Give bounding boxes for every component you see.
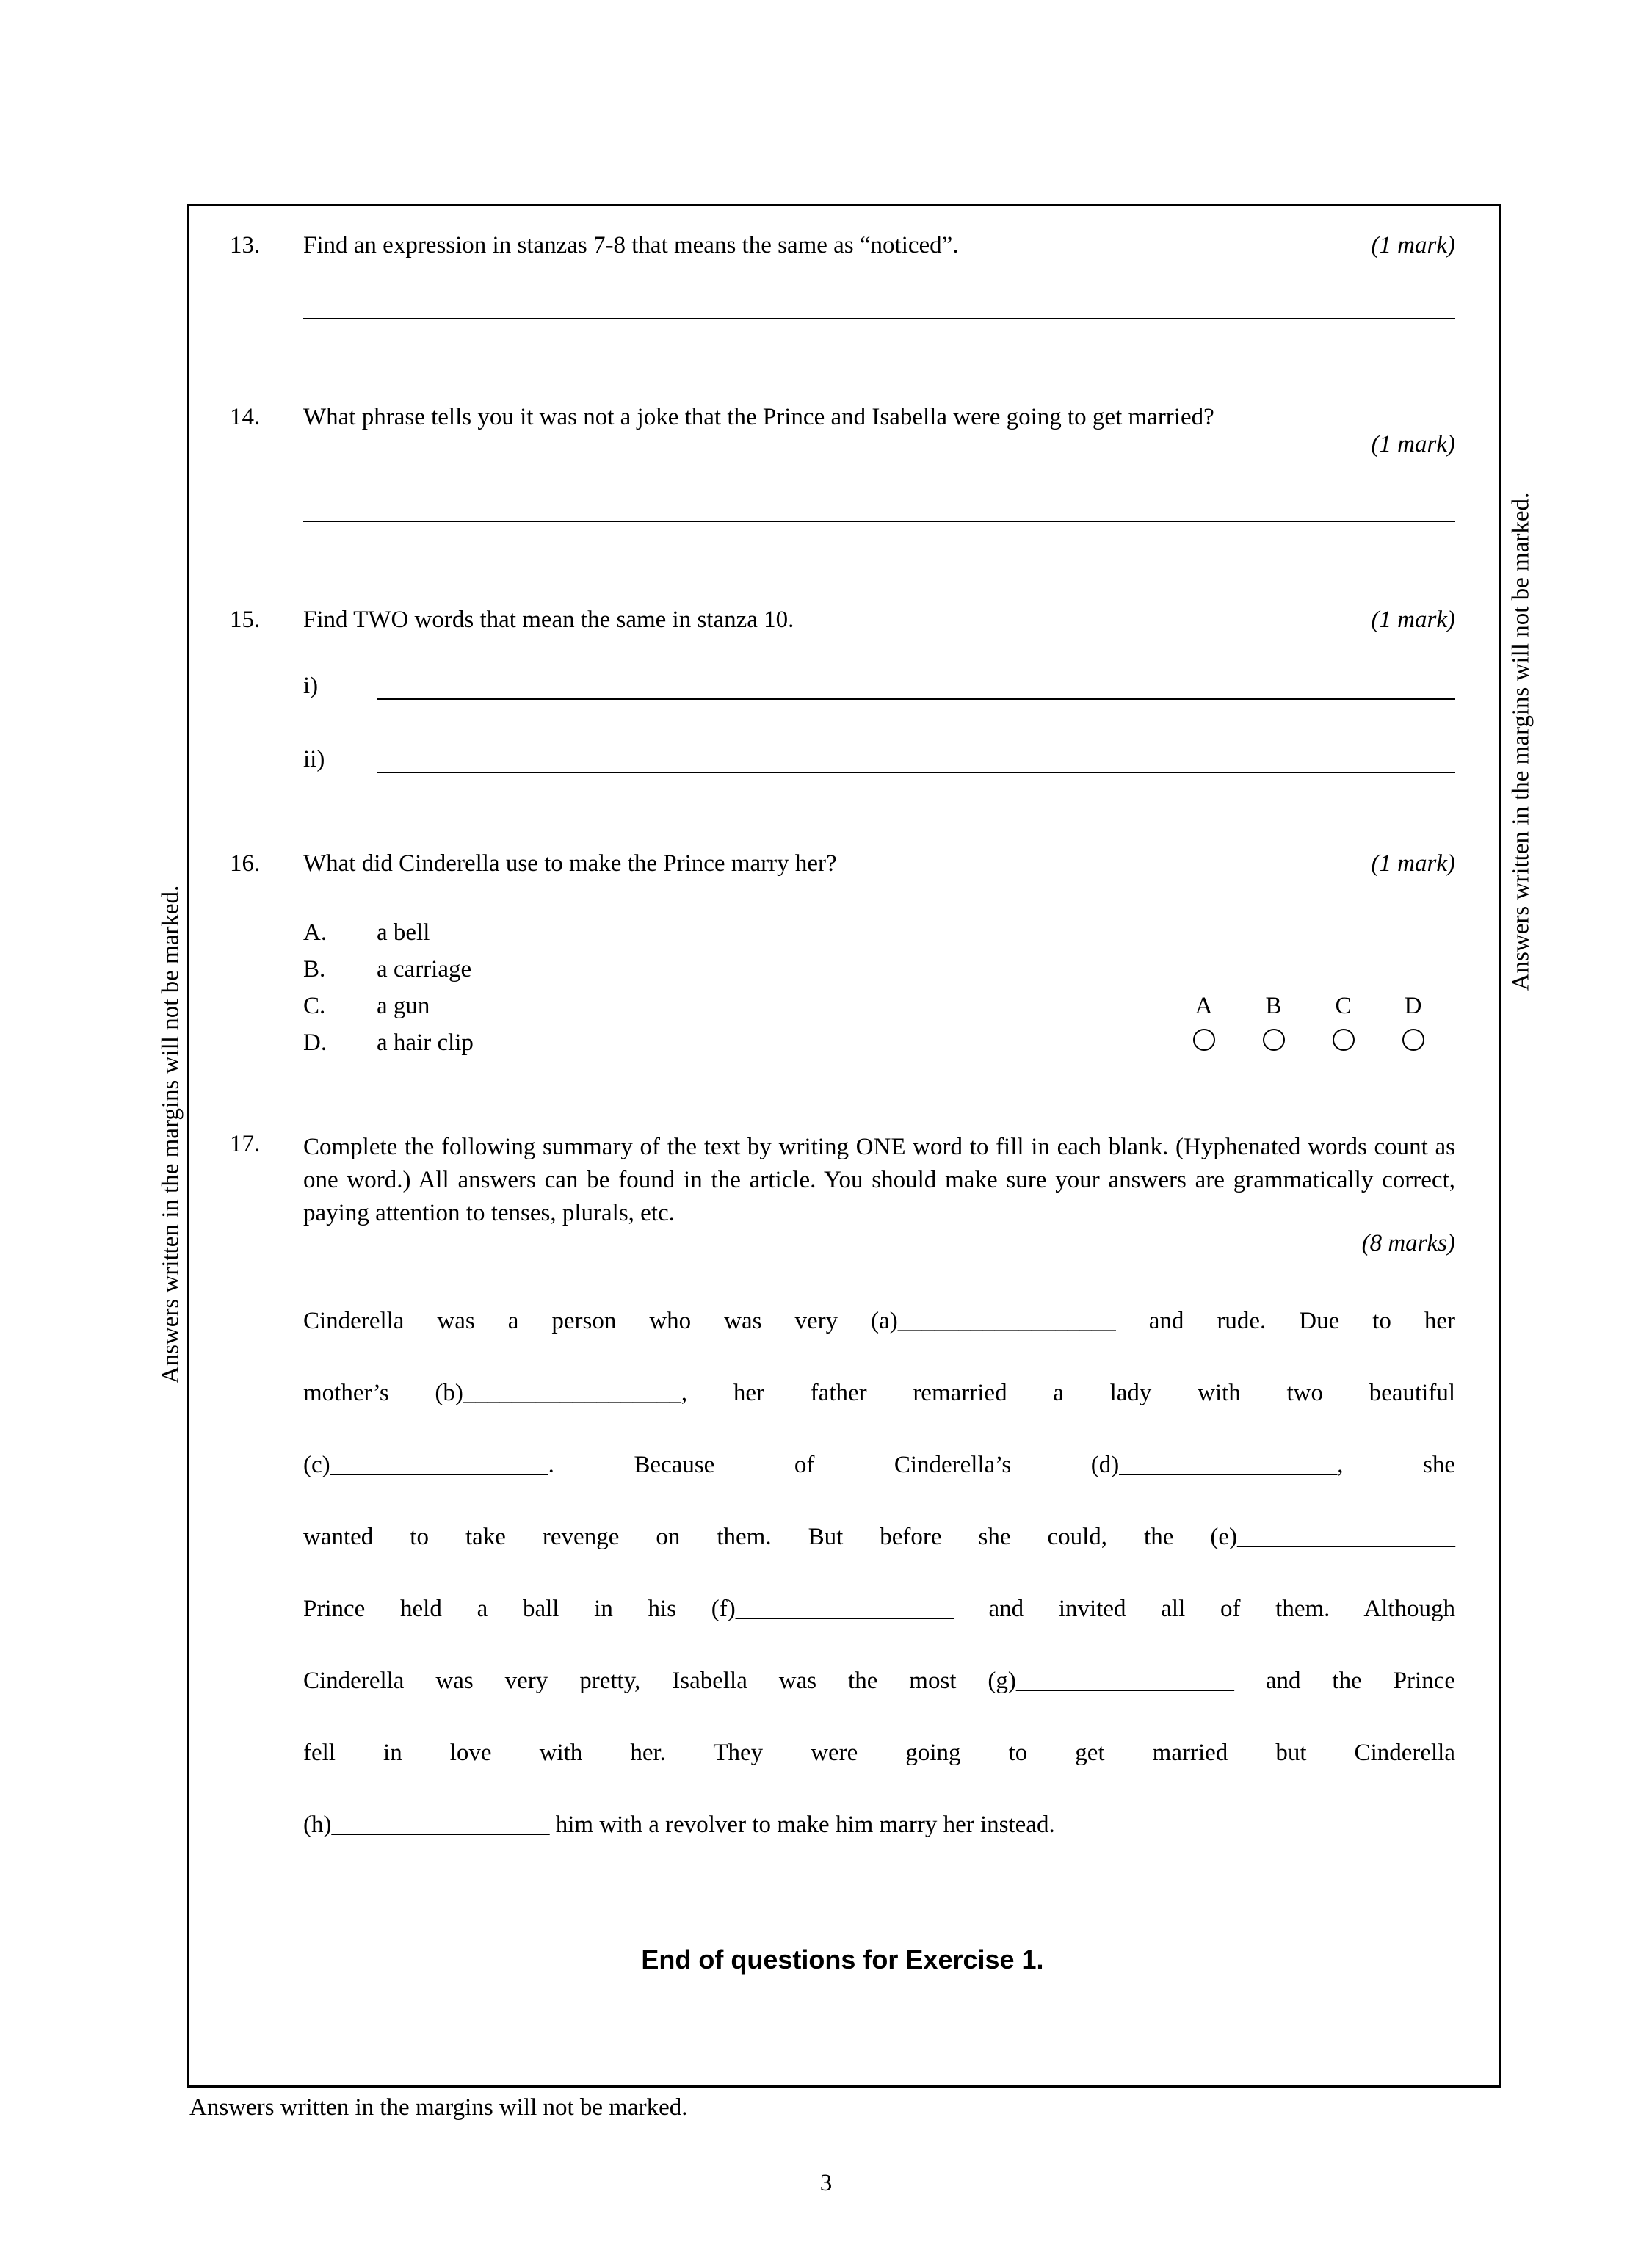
question-17-text: Complete the following summary of the text by writing ONE word to fill in each blank. (Hyphenated words count as one word.) All answers can be found in the article. You should make sure your answers are grammatically correct, paying attention to tenses, plurals, etc. <box>303 1134 1455 1226</box>
option-a-letter: A. <box>303 919 327 946</box>
question-15-marks: (1 mark) <box>1371 607 1455 633</box>
question-15-item-ii-answer-line[interactable] <box>377 766 1455 773</box>
question-15-item-i <box>303 667 1455 700</box>
question-15-item-i-label: i) <box>303 673 319 699</box>
answer-bubble-d[interactable] <box>1402 1029 1424 1051</box>
option-d-text: a hair clip <box>377 1029 474 1056</box>
question-16-marks: (1 mark) <box>1371 850 1455 877</box>
option-c-letter: C. <box>303 992 326 1019</box>
question-17-marks: (8 marks) <box>1361 1230 1455 1256</box>
option-b-text: a carriage <box>377 955 472 983</box>
question-15-item-ii-label: ii) <box>303 746 325 772</box>
question-15-text: Find TWO words that mean the same in stanza 10. <box>303 607 794 633</box>
question-16 <box>230 850 1455 1061</box>
answer-letter-b: B <box>1265 992 1282 1019</box>
answer-bubble-c[interactable] <box>1333 1029 1355 1051</box>
question-13-marks: (1 mark) <box>1371 232 1455 258</box>
question-15-number: 15. <box>230 607 261 633</box>
answer-letters-row <box>1169 988 1455 1024</box>
question-16-options <box>303 914 474 1061</box>
summary-paragraph <box>303 1305 1455 1842</box>
summary-line-7[interactable]: fell in love with her. They were going to get married but Cinderella <box>303 1740 1455 1766</box>
summary-line-6[interactable]: Cinderella was very pretty, Isabella was the most (g)__________________ and the Prince <box>303 1668 1455 1694</box>
summary-line-8[interactable]: (h)__________________ him with a revolver to make him marry her instead. <box>303 1812 1055 1838</box>
question-17 <box>230 1131 1455 1842</box>
question-13-number: 13. <box>230 232 261 258</box>
question-13-body <box>303 232 1455 319</box>
question-17-number: 17. <box>230 1131 261 1157</box>
summary-line-2[interactable]: mother’s (b)__________________, her father remarried a lady with two beautiful <box>303 1380 1455 1406</box>
question-15-line <box>303 607 1455 634</box>
answer-bubble-c-cell <box>1308 1029 1378 1057</box>
answer-bubble-b-cell <box>1239 1029 1308 1057</box>
question-15 <box>230 607 1455 773</box>
question-14-text: What phrase tells you it was not a joke that the Prince and Isabella were going to get married? <box>303 404 1214 430</box>
option-c-text: a gun <box>377 992 430 1019</box>
question-15-item-i-answer-line[interactable] <box>377 692 1455 700</box>
question-14-marks-line <box>303 431 1455 458</box>
answer-bubble-b[interactable] <box>1263 1029 1285 1051</box>
answer-letter-a: A <box>1195 992 1213 1019</box>
option-d-letter: D. <box>303 1029 327 1056</box>
question-13 <box>230 232 1455 319</box>
question-14-body <box>303 404 1455 522</box>
answer-bubble-a-cell <box>1169 1029 1239 1057</box>
question-14 <box>230 404 1455 522</box>
question-13-answer-line[interactable] <box>303 318 1455 319</box>
question-15-body <box>303 607 1455 773</box>
right-margin-note: Answers written in the margins will not be marked. <box>1507 492 1535 991</box>
page-number: 3 <box>819 2170 833 2196</box>
question-14-marks: (1 mark) <box>1371 431 1455 457</box>
question-box <box>187 204 1501 2088</box>
summary-line-4[interactable]: wanted to take revenge on them. But before she could, the (e)__________________ <box>303 1524 1455 1550</box>
question-17-marks-line <box>303 1230 1455 1257</box>
question-16-options-area <box>303 914 1455 1061</box>
question-16-number: 16. <box>230 850 261 877</box>
left-margin-note: Answers written in the margins will not be marked. <box>157 885 184 1384</box>
option-b-letter: B. <box>303 955 326 983</box>
answer-circles-row <box>1169 1024 1455 1061</box>
answer-letter-c: C <box>1335 992 1352 1019</box>
summary-line-3[interactable]: (c)__________________. Because of Cinderella’s (d)__________________, she <box>303 1452 1455 1478</box>
question-16-text: What did Cinderella use to make the Prince marry her? <box>303 850 837 877</box>
option-a-text: a bell <box>377 919 430 946</box>
option-c <box>303 988 474 1024</box>
option-b <box>303 951 474 988</box>
option-a <box>303 914 474 951</box>
end-of-exercise-note: End of questions for Exercise 1. <box>641 1944 1044 1975</box>
question-15-item-ii <box>303 740 1455 773</box>
question-14-number: 14. <box>230 404 261 430</box>
answer-letter-d: D <box>1404 992 1422 1019</box>
question-16-body <box>303 850 1455 1061</box>
option-d <box>303 1024 474 1061</box>
answer-bubble-d-cell <box>1378 1029 1448 1057</box>
question-16-line <box>303 850 1455 877</box>
answer-bubble-a[interactable] <box>1193 1029 1215 1051</box>
question-13-line <box>303 232 1455 259</box>
summary-line-5[interactable]: Prince held a ball in his (f)__________________ and invited all of them. Although <box>303 1596 1455 1622</box>
bottom-margin-note: Answers written in the margins will not be marked. <box>189 2094 688 2121</box>
question-17-body <box>303 1131 1455 1842</box>
question-13-text: Find an expression in stanzas 7-8 that means the same as “noticed”. <box>303 232 959 258</box>
question-14-answer-line[interactable] <box>303 521 1455 522</box>
answer-bubble-grid <box>1169 988 1455 1061</box>
summary-line-1[interactable]: Cinderella was a person who was very (a)__________________ and rude. Due to her <box>303 1308 1455 1334</box>
